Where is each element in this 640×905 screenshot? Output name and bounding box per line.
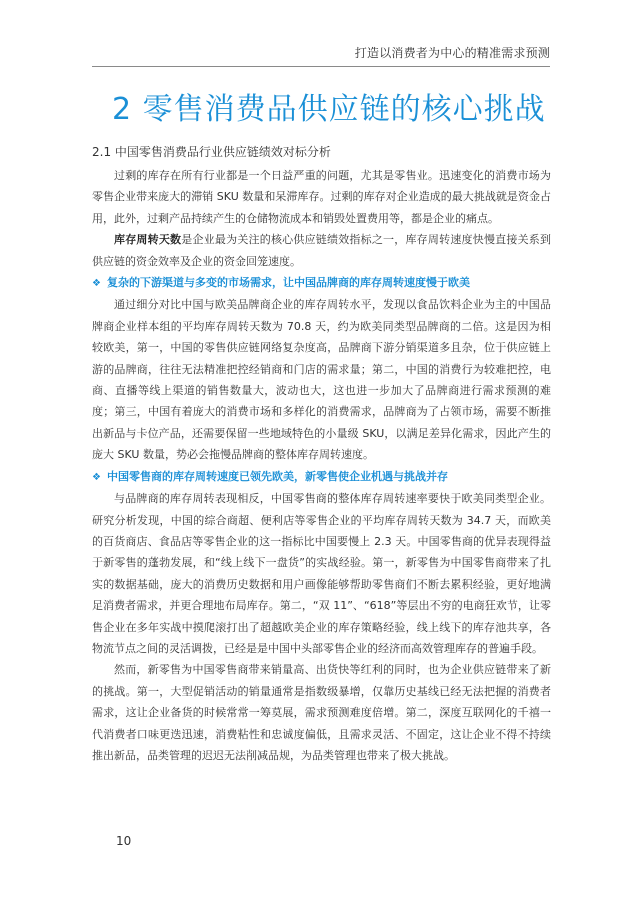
diamond-bullet-icon: ❖ <box>92 278 101 290</box>
body-content <box>92 165 551 766</box>
paragraph-4: 与品牌商的库存周转表现相反，中国零售商的整体库存周转速率要快于欧美同类型企业。研究分析发现，中国的综合商超、便利店等零售企业的平均库存周转天数为 34.7 天，而欧美的百货商店、食品店等零售企业的这一指标比中国要慢上 2.3 天。中国零售商的优异表现得益于新零售的蓬勃发展，和“线上线下一盘货”的实战经验。第一，新零售为中国零售商带来了扎实的数据基础，庞大的消费历史数据和用户画像能够帮助零售商们不断去累积经验，更好地满足消费者需求，并更合理地布局库存。第二，“双 11”、“618”等层出不穷的电商狂欢节，让零售企业在多年实战中摸爬滚打出了超越欧美企业的库存策略经验，线上线下的库存池共享，各物流节点之间的灵活调拨，已经是是中国中头部零售企业的经济而高效管理库存的普遍手段。 <box>92 492 551 655</box>
paragraph-1: 过剩的库存在所有行业都是一个日益严重的问题，尤其是零售业。迅速变化的消费市场为零售企业带来庞大的滞销 SKU 数量和呆滞库存。过剩的库存对企业造成的最大挑战就是资金占用，此外，过剩产品持续产生的仓储物流成本和销毁处置费用等，都是企业的痛点。 <box>92 169 551 225</box>
diamond-bullet-icon: ❖ <box>92 471 101 483</box>
paragraph-2 <box>92 229 551 272</box>
bullet-heading-1-text: 复杂的下游渠道与多变的市场需求，让中国品牌商的库存周转速度慢于欧美 <box>106 276 470 290</box>
bullet-heading-2 <box>92 466 551 488</box>
header-divider <box>92 66 550 67</box>
page-number: 10 <box>116 834 132 848</box>
bullet-heading-1 <box>92 272 551 294</box>
section-heading: 2.1 中国零售消费品行业供应链绩效对标分析 <box>92 145 331 159</box>
paragraph-5: 然而，新零售为中国零售商带来销量高、出货快等红利的同时，也为企业供应链带来了新的挑战。第一，大型促销活动的销量通常是指数级暴增，仅靠历史基线已经无法把握的消费者需求，这让企业备货的时候常常一筹莫展，需求预测难度倍增。第二，深度互联网化的千禧一代消费者口味更迭迅速，消费粘性和忠诚度偏低，且需求灵活、不固定，这让企业不得不持续推出新品，品类管理的迟迟无法削减品规，为品类管理也带来了极大挑战。 <box>92 663 551 762</box>
running-header-title: 打造以消费者为中心的精准需求预测 <box>354 46 550 60</box>
chapter-title: 2 零售消费品供应链的核心挑战 <box>112 92 546 127</box>
key-term-inventory-days: 库存周转天数 <box>114 233 182 247</box>
paragraph-3: 通过细分对比中国与欧美品牌商企业的库存周转水平，发现以食品饮料企业为主的中国品牌商企业样本组的平均库存周转天数为 70.8 天，约为欧美同类型品牌商的二倍。这是因为相较欧美，第一，中国的零售供应链网络复杂度高，品牌商下游分销渠道多且杂，位于供应链上游的品牌商，往往无法精准把控经销商和门店的需求量；第二，中国的消费行为较难把控，电商、直播等线上渠道的销售数量大，波动也大，这也进一步加大了品牌商进行需求预测的难度；第三，中国有着庞大的消费市场和多样化的消费需求，品牌商为了占领市场，需要不断推出新品与卡位产品，还需要保留一些地域特色的小量级 SKU，以满足差异化需求，因此产生的庞大 SKU 数量，势必会拖慢品牌商的整体库存周转速度。 <box>92 298 551 462</box>
bullet-heading-2-text: 中国零售商的库存周转速度已领先欧美，新零售使企业机遇与挑战并存 <box>106 469 448 483</box>
paragraph-2-text: 是企业最为关注的核心供应链绩效指标之一，库存周转速度快慢直接关系到供应链的资金效率及企业的资金回笼速度。 <box>92 233 551 268</box>
